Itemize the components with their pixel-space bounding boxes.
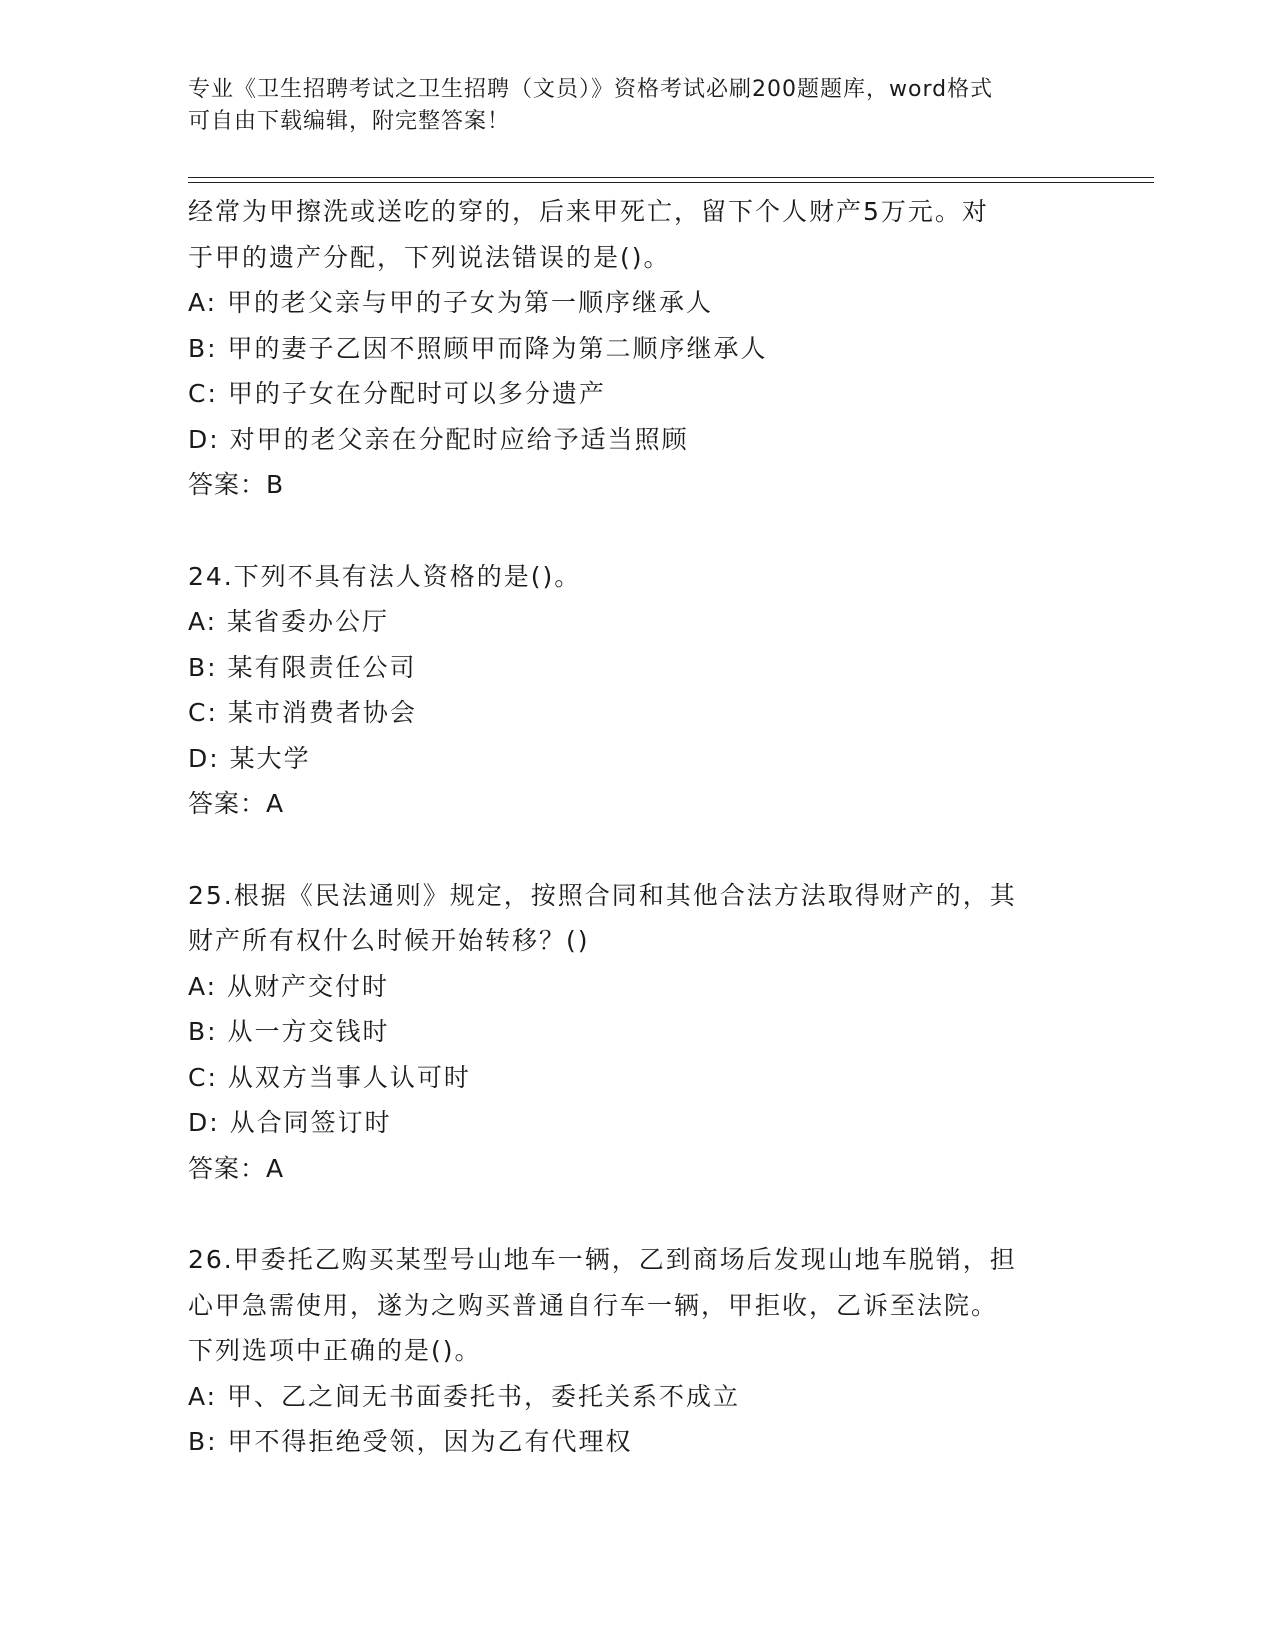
question-text-line: 下列选项中正确的是()。	[188, 1336, 482, 1365]
option-a: A: 从财产交付时	[188, 971, 390, 1001]
option-b: B: 甲的妻子乙因不照顾甲而降为第二顺序继承人	[188, 333, 768, 363]
answer: 答案：A	[188, 1153, 285, 1183]
question-25	[188, 873, 1088, 1192]
question-text-line: 于甲的遗产分配，下列说法错误的是()。	[188, 242, 671, 272]
option-c: C: 某市消费者协会	[188, 698, 417, 727]
option-c: C: 从双方当事人认可时	[188, 1062, 471, 1092]
answer: 答案：A	[188, 789, 285, 818]
header-rule-bottom	[188, 182, 1154, 183]
option-d: D: 对甲的老父亲在分配时应给予适当照顾	[188, 424, 689, 454]
option-a: A: 某省委办公厅	[188, 607, 390, 636]
header-rule-top	[188, 177, 1154, 178]
spacer	[188, 1191, 1088, 1237]
question-text-line: 经常为甲擦洗或送吃的穿的，后来甲死亡，留下个人财产5万元。对	[188, 197, 989, 226]
option-b: B: 甲不得拒绝受领，因为乙有代理权	[188, 1427, 633, 1456]
option-a: A: 甲的老父亲与甲的子女为第一顺序继承人	[188, 288, 714, 317]
spacer	[188, 508, 1088, 554]
option-b: B: 某有限责任公司	[188, 652, 417, 682]
option-d: D: 某大学	[188, 743, 311, 773]
option-d: D: 从合同签订时	[188, 1108, 392, 1137]
question-text-line: 心甲急需使用，遂为之购买普通自行车一辆，甲拒收，乙诉至法院。	[188, 1290, 999, 1320]
option-a: A: 甲、乙之间无书面委托书，委托关系不成立	[188, 1381, 741, 1411]
header-line-1: 专业《卫生招聘考试之卫生招聘（文员）》资格考试必刷200题题库，word格式	[188, 77, 994, 102]
document-header	[188, 74, 1068, 138]
question-text-line: 财产所有权什么时候开始转移？()	[188, 926, 590, 955]
header-line-2: 可自由下载编辑，附完整答案！	[188, 109, 511, 134]
question-26	[188, 1237, 1088, 1465]
question-text-line: 25.根据《民法通则》规定，按照合同和其他合法方法取得财产的，其	[188, 880, 1017, 910]
question-text-line: 26.甲委托乙购买某型号山地车一辆，乙到商场后发现山地车脱销，担	[188, 1245, 1017, 1274]
option-c: C: 甲的子女在分配时可以多分遗产	[188, 379, 606, 408]
question-24	[188, 554, 1088, 827]
question-text-line: 24.下列不具有法人资格的是()。	[188, 561, 582, 591]
option-b: B: 从一方交钱时	[188, 1017, 390, 1046]
document-body	[188, 189, 1088, 1465]
question-23	[188, 189, 1088, 508]
answer: 答案：B	[188, 470, 285, 499]
spacer	[188, 827, 1088, 873]
